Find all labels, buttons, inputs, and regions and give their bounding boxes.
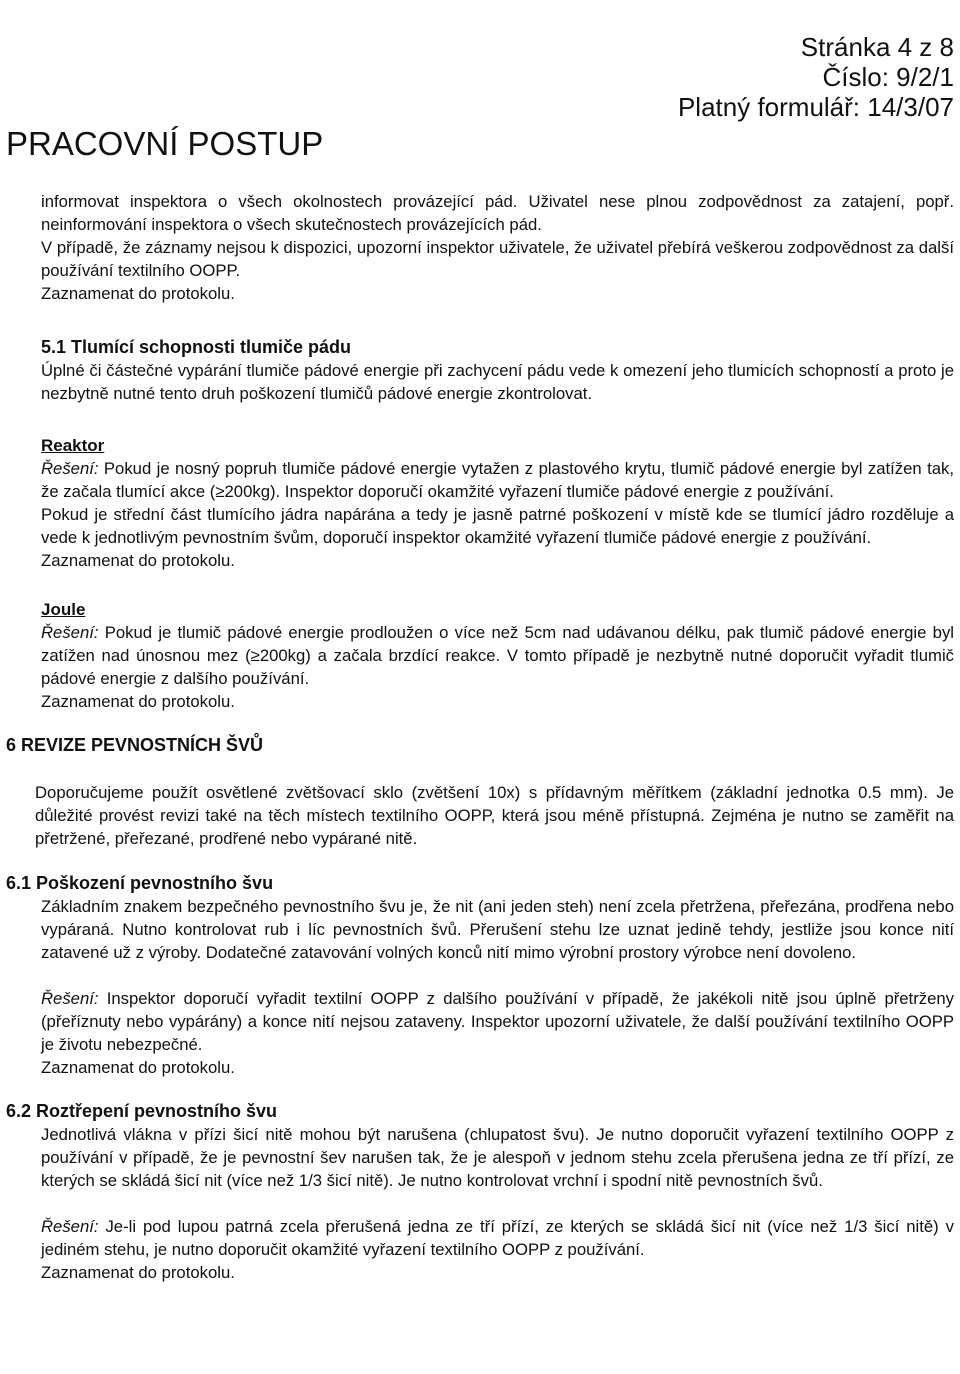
section-text: Jednotlivá vlákna v přízi šicí nitě mohou být narušena (chlupatost švu). Je nutno doporučit vyřazení textilního OOPP z používání v případě, že je pevnostní šev narušen tak, že je alespoň v jednom stehu zcela přerušena jedna ze tří přízí, ze kterých se skládá šicí nit (více než 1/3 šicí nitě). Je nutno kontrolovat vrchní i spodní nitě pevnostních švů. — [41, 1125, 954, 1190]
record-note: Zaznamenat do protokolu. — [41, 1058, 235, 1077]
document-title: PRACOVNÍ POSTUP — [6, 125, 324, 162]
section-text: Doporučujeme použít osvětlené zvětšovací sklo (zvětšení 10x) s přídavným měřítkem (základní jednotka 0.5 mm). Je důležité provést revizi také na těch místech textilního OOPP, která jsou méně přístupná. Zejména je nutno se zaměřit na přetržené, přeřezané, prodřené nebo vypárané nitě. — [35, 783, 954, 848]
section-heading-6: 6 REVIZE PEVNOSTNÍCH ŠVŮ — [6, 735, 264, 755]
record-note: Zaznamenat do protokolu. — [41, 551, 235, 570]
section-text: Pokud je střední část tlumícího jádra napárána a tedy je jasně patrné poškození v místě kde se tlumící jádro rozděluje a vede k jednotlivým pevnostním švům, doporučí inspektor okamžité vyřazení tlumiče pádové energie z používání. — [41, 505, 954, 547]
solution-label: Řešení: — [41, 623, 99, 642]
page-header — [0, 0, 960, 190]
record-note: Zaznamenat do protokolu. — [41, 692, 235, 711]
solution-label: Řešení: — [41, 1217, 99, 1236]
section-text: Základním znakem bezpečného pevnostního švu je, že nit (ani jeden steh) není zcela přetržena, přeřezána, prodřena nebo vypáraná. Nutno kontrolovat rub i líc pevnostních švů. Přerušení stehu lze uznat jedině tehdy, jestliže jsou konce nití zatavené už z výroby. Dodatečné zatavování volných konců nití mimo výrobní prostory výrobce není dovoleno. — [41, 897, 954, 962]
section-heading-6-2: 6.2 Roztřepení pevnostního švu — [6, 1101, 278, 1121]
section-6-1 — [41, 895, 954, 1079]
section-heading: 5.1 Tlumící schopnosti tlumiče pádu — [41, 337, 352, 357]
subsection-title-reaktor: Reaktor — [41, 436, 105, 455]
page-number: Stránka 4 z 8 — [800, 32, 954, 62]
solution-text: Inspektor doporučí vyřadit textilní OOPP z dalšího používání v případě, že jakékoli nitě jsou úplně přetrženy (přeříznuty nebo vypárány) a konce nití nejsou zataveny. Inspektor upozorní uživatele, že další používání textilního OOPP je životu nebezpečné. — [41, 989, 954, 1054]
solution-text: Pokud je tlumič pádové energie prodloužen o více než 5cm nad udávanou délku, pak tlumič pádové energie byl zatížen nad únosnou mez (≥200kg) a začala brzdící reakce. V tomto případě je nezbytně nutné doporučit vyřadit tlumič pádové energie z dalšího používání. — [41, 623, 954, 688]
form-version: Platný formulář: 14/3/07 — [677, 92, 954, 122]
section-text: Úplné či částečné vypárání tlumiče pádové energie při zachycení pádu vede k omezení jeho tlumicích schopností a proto je nezbytně nutné tento druh poškození tlumičů pádové energie zkontrolovat. — [41, 361, 954, 403]
intro-paragraph: informovat inspektora o všech okolnostech provázející pád. Uživatel nese plnou zodpovědnost za zatajení, popř. neinformování inspektora o všech skutečnostech provázejících pád. — [41, 192, 954, 234]
section-heading-6-1: 6.1 Poškození pevnostního švu — [6, 873, 274, 893]
intro-paragraph: V případě, že záznamy nejsou k dispozici, upozorní inspektor uživatele, že uživatel přebírá veškerou zodpovědnost za další používání textilního OOPP. — [41, 238, 954, 280]
section-5-1 — [41, 336, 954, 713]
section-6-2 — [41, 1123, 954, 1284]
document-number: Číslo: 9/2/1 — [822, 62, 954, 92]
solution-label: Řešení: — [41, 989, 99, 1008]
solution-text: Pokud je nosný popruh tlumiče pádové energie vytažen z plastového krytu, tlumič pádové energie byl zatížen tak, že začala tlumící akce (≥200kg). Inspektor doporučí okamžité vyřazení tlumiče pádové energie z používání. — [41, 459, 954, 501]
solution-paragraph — [41, 457, 954, 503]
record-note: Zaznamenat do protokolu. — [41, 1263, 235, 1282]
solution-paragraph — [41, 621, 954, 690]
solution-paragraph — [41, 1215, 954, 1261]
solution-paragraph — [41, 987, 954, 1056]
solution-text: Je-li pod lupou patrná zcela přerušená jedna ze tří přízí, ze kterých se skládá šicí nit (více než 1/3 šicí nitě) v jediném stehu, je nutno doporučit okamžité vyřazení textilního OOPP z používání. — [41, 1217, 954, 1259]
document-meta — [678, 32, 954, 122]
intro-section — [41, 190, 954, 305]
solution-label: Řešení: — [41, 459, 99, 478]
record-note: Zaznamenat do protokolu. — [41, 284, 235, 303]
subsection-title-joule: Joule — [41, 600, 86, 619]
document-body — [0, 190, 960, 1284]
section-6 — [35, 781, 954, 850]
